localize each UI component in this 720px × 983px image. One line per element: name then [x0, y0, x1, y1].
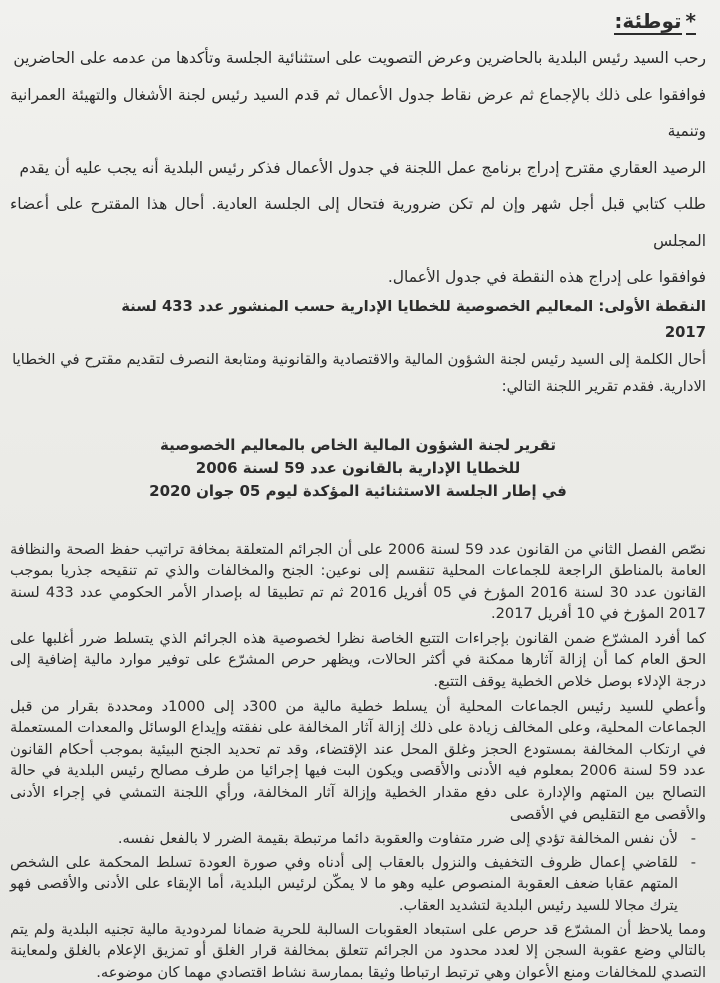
heading-marker: * — [686, 9, 696, 35]
intro-line: رحب السيد رئيس البلدية بالحاضرين وعرض التصويت على استثنائية الجلسة وتأكدها من عدمه على الحاضرين — [10, 40, 706, 77]
point-one-title-line: النقطة الأولى: المعاليم الخصوصية للخطايا الإدارية حسب المنشور عدد 433 لسنة — [10, 294, 706, 320]
report-paragraph: نصّص الفصل الثاني من القانون عدد 59 لسنة 2006 على أن الجرائم المتعلقة بمخافة تراتيب حفظ الصحة والنظافة العامة بالمناطق الراجعة للجماعات المحلية تنقسم إلى نوعين: الجنح والمخالفات والذي تم تنقيحه جذريا بموجب القانون عدد 30 لسنة 2016 المؤرخ في 05 أفريل 2016 ثم تم تطبيقا له بإصدار الأمر الحكومي عدد 433 لسنة 2017 المؤرخ في 10 أفريل 2017. — [10, 539, 706, 625]
bullet-dash: - — [691, 852, 696, 874]
point-one-title-line: 2017 — [10, 320, 706, 346]
list-item-text: لأن نفس المخالفة تؤدي إلى ضرر متفاوت والعقوبة دائما مرتبطة بقيمة الضرر لا بالفعل نفسه. — [118, 830, 678, 847]
report-title-line: تقرير لجنة الشؤون المالية الخاص بالمعاليم الخصوصية — [10, 434, 706, 457]
point-one-body — [10, 346, 706, 400]
bullet-dash: - — [691, 828, 696, 850]
list-item-text: للقاضي إعمال ظروف التخفيف والنزول بالعقاب إلى أدناه وفي صورة العودة تسلط المحكمة على الشخص المتهم عقابا ضعف العقوبة المنصوص عليه وهو ما لا يمكّن لرئيس البلدية، أما الإبقاء على الأدنى والأقصى فهو يترك مجالا للسيد رئيس البلدية لتشديد العقاب. — [10, 854, 678, 914]
intro-line: طلب كتابي قبل أجل شهر وإن لم تكن ضرورية فتحال إلى الجلسة العادية. أحال هذا المقترح على أعضاء المجلس — [10, 186, 706, 259]
list-item — [10, 828, 678, 850]
point-one-body-line: الادارية. فقدم تقرير اللجنة التالي: — [10, 373, 706, 400]
intro-paragraph — [10, 40, 706, 296]
report-title-line: في إطار الجلسة الاستثنائية المؤكدة ليوم 05 جوان 2020 — [10, 480, 706, 503]
report-body — [10, 539, 706, 983]
report-paragraph: كما أفرد المشرّع ضمن القانون بإجراءات التتبع الخاصة نظرا لخصوصية هذه الجرائم الذي يتسلط ضرر أغلبها على الحق العام كما أن إزالة آثارها ممكنة في أكثر الحالات، ويظهر حرص المشرّع على توفير موارد مالية إضافية إلى درجة الإدلاء بوصل خلاص الخطية يوقف التتبع. — [10, 628, 706, 693]
report-paragraph: ومما يلاحظ أن المشرّع قد حرص على استبعاد العقوبات السالبة للحرية ضمانا لمردودية مالية تجنيه البلدية ولم يتم بالتالي وضع عقوبة السجن إلا لعدد محدود من الجرائم تتعلق بمخالفة قرار الغلق أو تمزيق الإعلام بالغلق ولمعاينة التصدي للمخالفات ومنع الأعوان وهي ترتبط ارتباطا وثيقا بممارسة نشاط اقتصادي مهما كان موضوعه. — [10, 919, 706, 983]
section-heading — [10, 6, 696, 36]
intro-line: فوافقوا على ذلك بالإجماع ثم عرض نقاط جدول الأعمال ثم قدم السيد رئيس لجنة الأشغال والتهيئة العمرانية وتنمية — [10, 77, 706, 150]
point-one-body-line: أحال الكلمة إلى السيد رئيس لجنة الشؤون المالية والاقتصادية والقانونية ومتابعة النصرف لتقديم مقترح في الخطايا — [10, 346, 706, 373]
intro-line: الرصيد العقاري مقترح إدراج برنامج عمل اللجنة في جدول الأعمال فذكر رئيس البلدية أنه يجب عليه أن يقدم — [10, 150, 706, 187]
list-item — [10, 852, 678, 917]
intro-line: فوافقوا على إدراج هذه النقطة في جدول الأعمال. — [10, 259, 706, 296]
reasons-list — [10, 828, 706, 916]
report-title-line: للخطايا الإدارية بالقانون عدد 59 لسنة 2006 — [10, 457, 706, 480]
report-title — [10, 434, 706, 503]
report-paragraph: وأعطي للسيد رئيس الجماعات المحلية أن يسلط خطية مالية من 300د إلى 1000د ومحددة بقرار من قبل الجماعات المحلية، وعلى المخالف زيادة على ذلك إزالة آثار المخالفة على نفقته وإيداع الوسائل والمعدات المستعملة في ارتكاب المخالفة بمستودع الحجز وغلق المحل عند الإقتضاء، وقد تم تحديد الجنح البيئية بموجب أحكام القانون عدد 59 لسنة 2006 بمعلوم فيه الأدنى والأقصى ويكون البت فيها إجرائيا من طرف مصالح رئيس البلدية في حالة التصالح بين المتهم والإدارة على دفع مقدار الخطية وإزالة آثار المخالفة، ورأي اللجنة التمشي في إجراء الأدنى والأقصى مع التقليص في الأقصى — [10, 696, 706, 826]
point-one-title — [10, 294, 706, 346]
heading-text: توطئة: — [614, 9, 681, 35]
